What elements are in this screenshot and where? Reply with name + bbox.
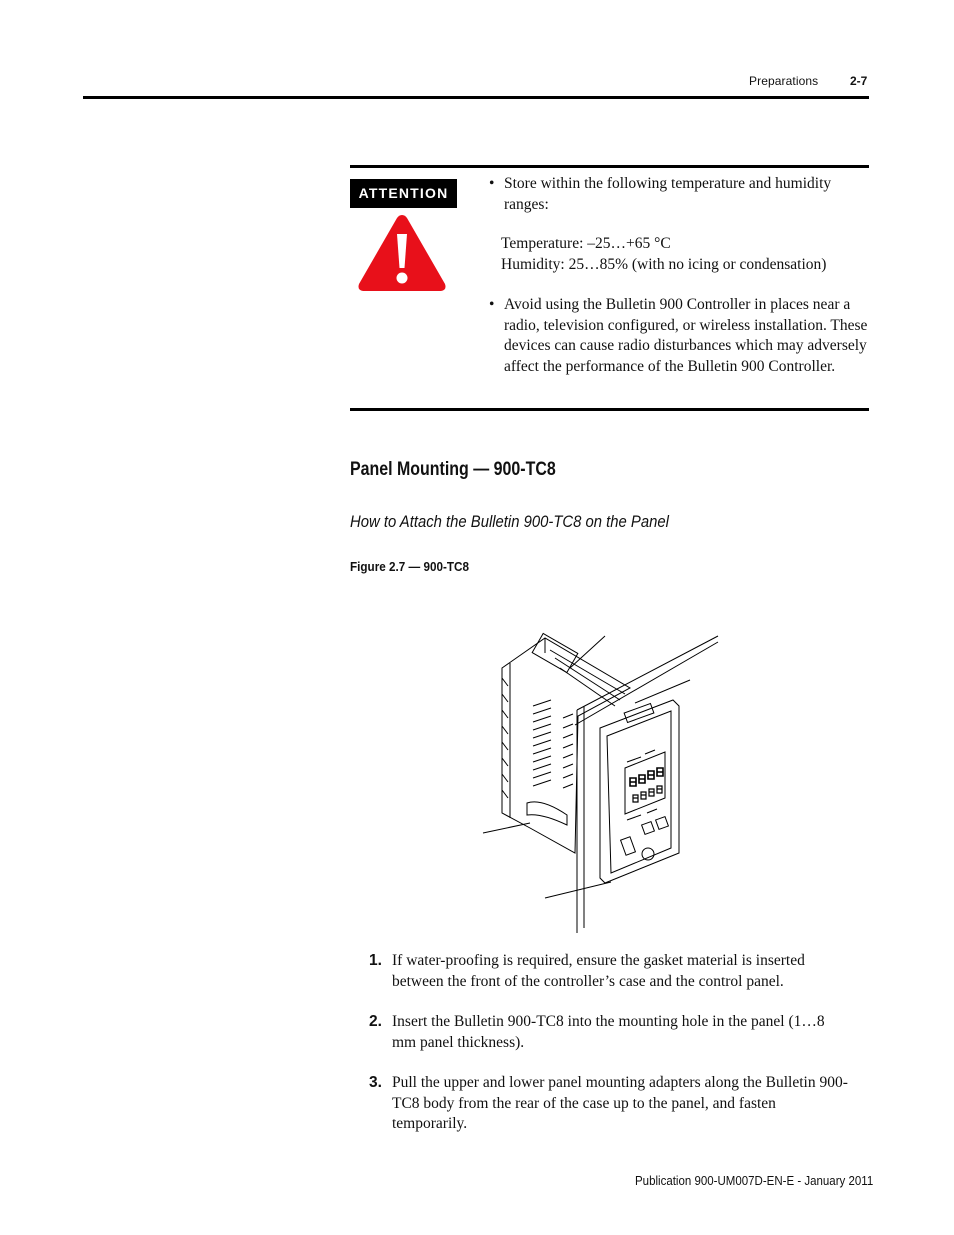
step-text: Insert the Bulletin 900-TC8 into the mounting hole in the panel (1…8 mm panel thickness). (392, 1013, 825, 1051)
section-title: Panel Mounting — 900-TC8 (350, 459, 556, 480)
attention-top-rule (350, 165, 869, 168)
attention-bullet-radio (489, 295, 869, 377)
key-mode (621, 837, 636, 855)
attention-bullet-2-text: Avoid using the Bulletin 900 Controller in places near a radio, television configured, or wireless installation. These devices can cause radio disturbances which may adversely affect the performance of the Bulletin 900 Controller. (504, 296, 868, 375)
bullet-dot: • (489, 175, 495, 192)
step-number: 3. (369, 1074, 382, 1091)
step-text: Pull the upper and lower panel mounting adapters along the Bulletin 900-TC8 body from the rear of the case up to the panel, and fasten temporarily. (392, 1074, 848, 1132)
front-bezel (600, 700, 679, 883)
temperature-range: Temperature: –25…+65 °C (501, 235, 671, 252)
key-round (642, 848, 654, 860)
step-number: 2. (369, 1013, 382, 1030)
attention-bottom-rule (350, 408, 869, 411)
step-3 (369, 1073, 849, 1135)
humidity-range: Humidity: 25…85% (with no icing or condensation) (501, 255, 827, 273)
bullet-dot: • (489, 296, 495, 313)
step-text: If water-proofing is required, ensure the gasket material is inserted between the front of the controller’s case and the control panel. (392, 952, 805, 990)
controller-panel-mounting-illustration (475, 628, 730, 938)
step-1 (369, 951, 849, 992)
section-subtitle: How to Attach the Bulletin 900-TC8 on the Panel (350, 513, 669, 531)
panel-top-edge (577, 636, 718, 710)
figure-caption: Figure 2.7 — 900-TC8 (350, 559, 469, 574)
controller-case (502, 638, 630, 853)
step-number: 1. (369, 952, 382, 969)
terminal-slots (533, 700, 573, 788)
key-up (642, 822, 655, 835)
key-down (656, 817, 669, 830)
display-digits-lower (633, 786, 662, 802)
running-header-section: Preparations (749, 74, 819, 88)
attention-text (489, 174, 869, 377)
callout-left (483, 823, 530, 833)
procedure-steps (369, 951, 849, 1155)
case-side-ridges (502, 678, 508, 798)
callout-bottom (545, 882, 611, 898)
page-number: 2-7 (850, 74, 868, 88)
step-2 (369, 1012, 849, 1053)
header-rule (83, 96, 869, 99)
publication-footer: Publication 900-UM007D-EN-E - January 2011 (635, 1174, 874, 1188)
warning-triangle-icon (356, 212, 448, 294)
attention-bullet-1-text: Store within the following temperature and humidity ranges: (504, 175, 832, 213)
storage-conditions (489, 234, 869, 275)
callout-right (635, 680, 690, 703)
display-digits-upper (630, 768, 663, 786)
attention-label: ATTENTION (350, 179, 457, 208)
lower-mounting-adapter (527, 802, 567, 825)
attention-bullet-storage (489, 174, 869, 215)
panel-top-edge-inner (575, 642, 718, 725)
